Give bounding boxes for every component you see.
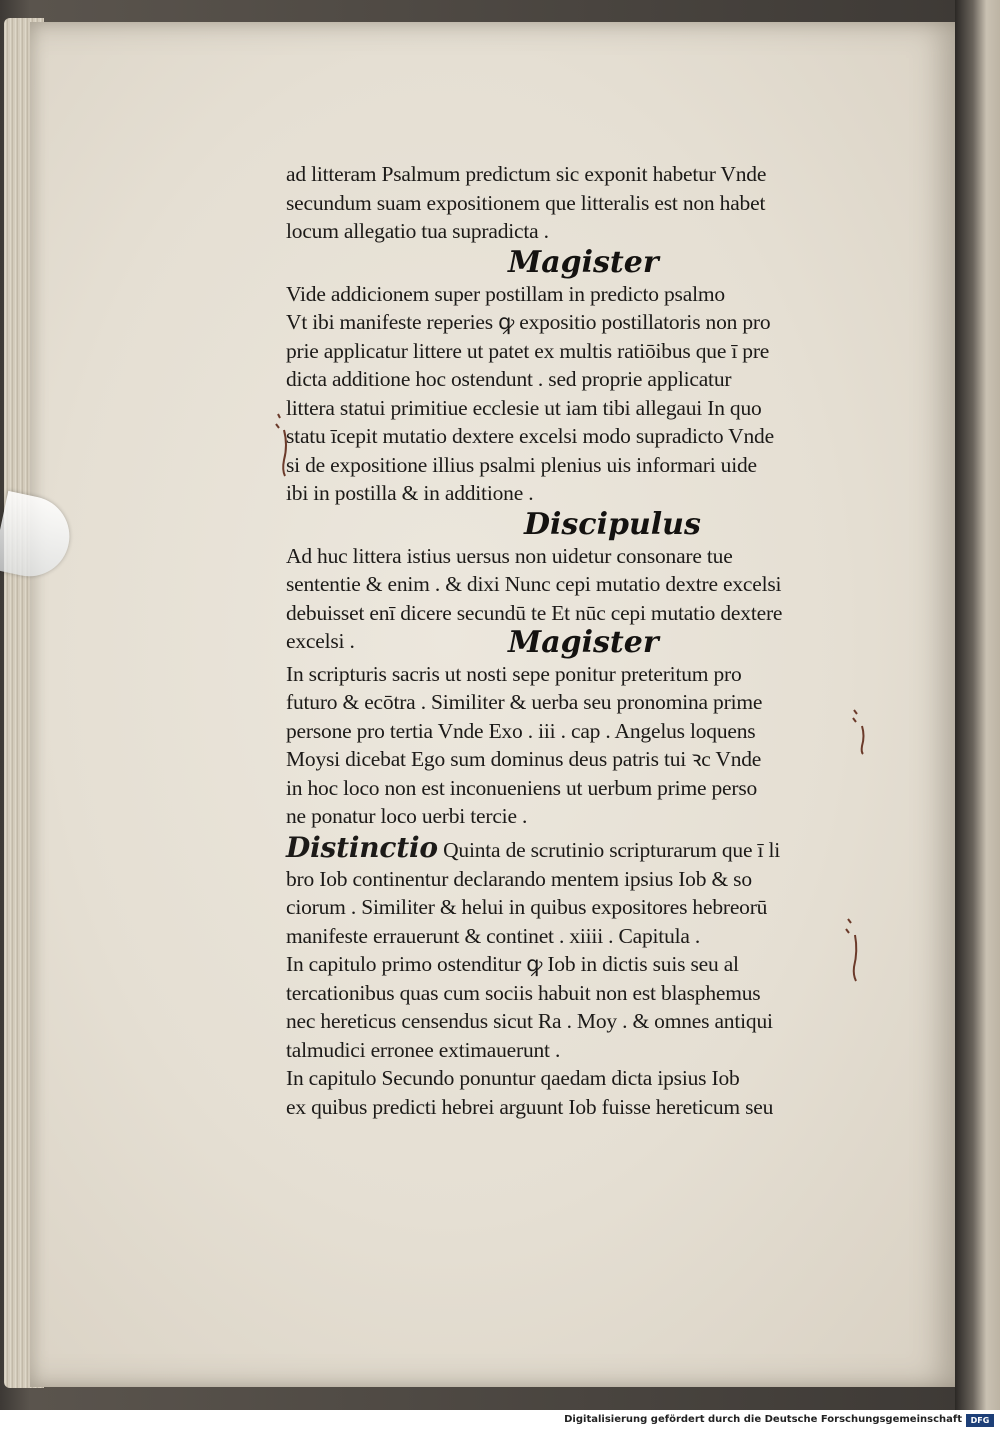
footer-credit: Digitalisierung gefördert durch die Deutsche Forschungsgemeinschaft	[564, 1414, 962, 1425]
text-line: talmudici erronee extimauerunt .	[286, 1037, 561, 1062]
text-line: In scripturis sacris ut nosti sepe ponitur preteritum pro	[286, 661, 742, 686]
text-line: ciorum . Similiter & helui in quibus expositores hebreorū	[286, 895, 768, 919]
marginal-mark	[842, 915, 862, 990]
text-line: excelsi .	[286, 629, 355, 653]
text-line: In capitulo primo ostenditur ꝙ Iob in dictis suis seu al	[286, 952, 739, 976]
text-line: locum allegatio tua supradicta .	[286, 219, 549, 243]
text-line: ibi in postilla & in additione .	[286, 481, 534, 505]
text-line: manifeste errauerunt & continet . xiiii . Capitula .	[286, 923, 701, 948]
text-line: Vt ibi manifeste reperies ꝙ expositio postillatoris non pro	[286, 310, 771, 334]
rubric-distinctio: Distinctio	[286, 830, 438, 864]
text-line: futuro & ecōtra . Similiter & uerba seu pronomina prime	[286, 690, 763, 714]
text-line: prie applicatur littere ut patet ex multis ratiōibus que ī pre	[286, 338, 770, 363]
text-line: ex quibus predicti hebrei arguunt Iob fuisse hereticum seu	[286, 1094, 774, 1119]
text-line: Vide addicionem super postillam in predicto psalmo	[286, 281, 725, 306]
heading-magister-2: Magister	[508, 624, 659, 660]
text-line: In capitulo Secundo ponuntur qaedam dicta ipsius Iob	[286, 1066, 740, 1090]
marginal-mark	[850, 706, 870, 761]
text-line: nec hereticus censendus sicut Ra . Moy . & omnes antiqui	[286, 1009, 773, 1033]
text-line: persone pro tertia Vnde Exo . iii . cap . Angelus loquens	[286, 718, 756, 743]
text-line: tercationibus quas cum sociis habuit non est blasphemus	[286, 980, 761, 1005]
paragraph-magister-2	[286, 660, 866, 831]
marginal-mark	[272, 410, 292, 485]
paragraph-distinctio	[286, 865, 866, 1122]
marginal-mark-icon	[842, 915, 862, 985]
text-line: si de expositione illius psalmi plenius uis informari uide	[286, 452, 757, 477]
heading-discipulus: Discipulus	[524, 506, 701, 542]
text-line: secundum suam expositionem que litteralis est non habet	[286, 190, 766, 215]
text-line: Ad huc littera istius uersus non uidetur consonare tue	[286, 543, 733, 568]
text-line: ad litteram Psalmum predictum sic exponit habetur Vnde	[286, 162, 767, 186]
paragraph-intro	[286, 160, 866, 246]
text-line: Moysi dicebat Ego sum dominus deus patris tui ꝛc Vnde	[286, 747, 762, 771]
rubric-continuation: Quinta de scrutinio scripturarum que ī li	[437, 837, 780, 862]
text-line: ne ponatur loco uerbi tercie .	[286, 804, 528, 828]
text-line: statu īcepit mutatio dextere excelsi modo supradicto Vnde	[286, 424, 774, 448]
heading-magister: Magister	[508, 244, 659, 280]
text-line: debuisset enī dicere secundū te Et nūc cepi mutatio dextere	[286, 600, 783, 625]
text-line: bro Iob continentur declarando mentem ipsius Iob & so	[286, 866, 752, 891]
marginal-mark-icon	[850, 706, 870, 756]
page-text	[286, 160, 866, 1121]
book-gutter	[955, 0, 1000, 1410]
dfg-logo-icon: DFG	[966, 1414, 994, 1427]
marginal-mark-icon	[272, 410, 292, 480]
text-line: in hoc loco non est inconueniens ut uerbum prime perso	[286, 775, 758, 800]
distinctio-line	[286, 831, 866, 865]
text-line: dicta additione hoc ostendunt . sed proprie applicatur	[286, 367, 732, 391]
text-line: sententie & enim . & dixi Nunc cepi mutatio dextre excelsi	[286, 572, 782, 596]
footer-bar	[0, 1410, 1000, 1433]
paragraph-magister-1	[286, 280, 866, 508]
text-line: littera statui primitiue ecclesie ut iam tibi allegaui In quo	[286, 395, 762, 420]
